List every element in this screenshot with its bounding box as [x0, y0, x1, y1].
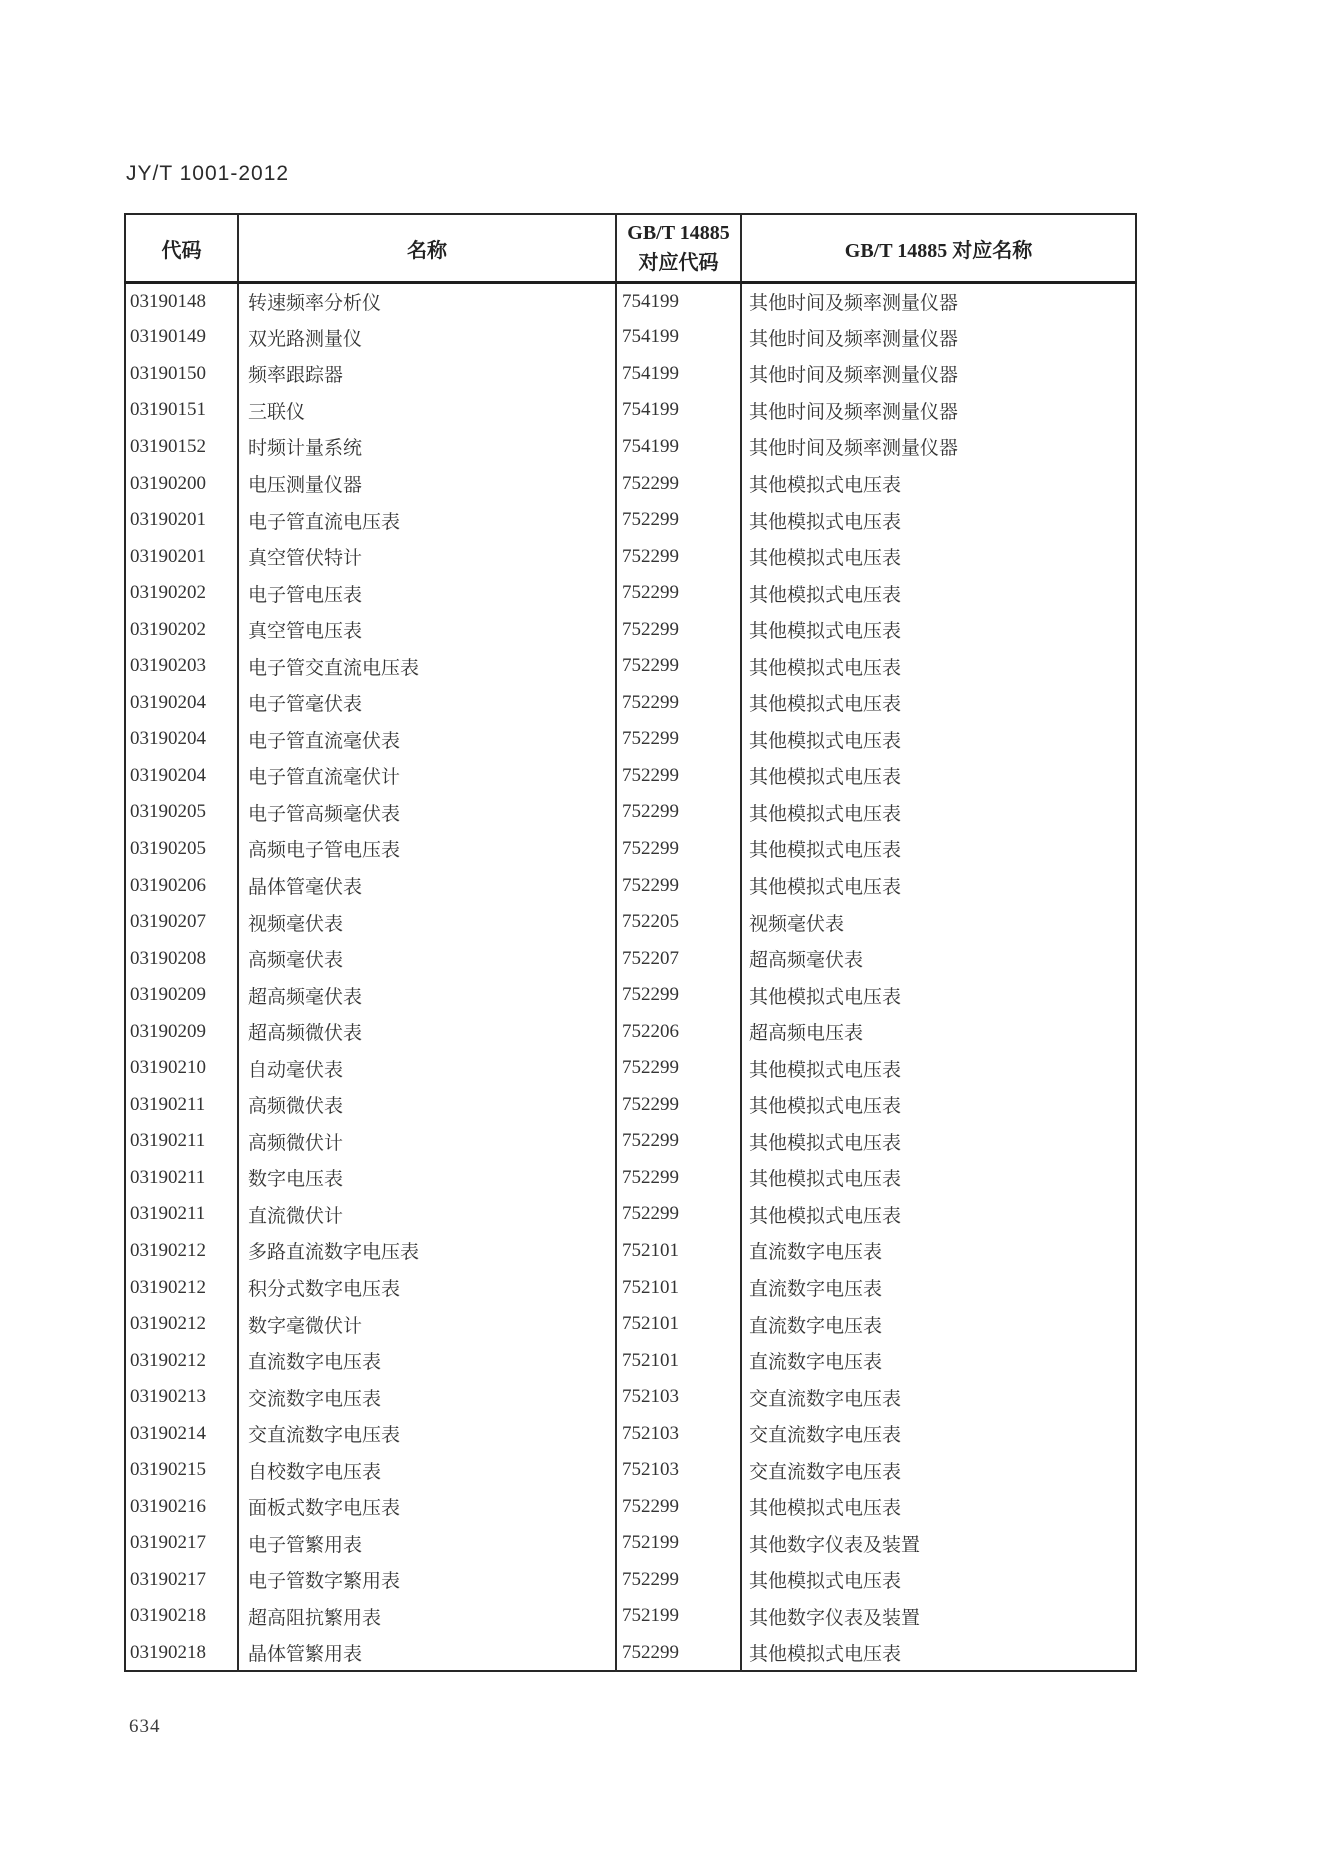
table-row	[125, 429, 1136, 466]
code-cell: 03190150	[130, 362, 206, 384]
table-row	[125, 1013, 1136, 1050]
gb-code-cell: 752299	[616, 685, 741, 722]
name-cell: 时频计量系统	[238, 429, 616, 466]
table-row	[125, 721, 1136, 758]
table-row	[125, 1635, 1136, 1672]
code-cell: 03190212	[130, 1313, 206, 1335]
code-cell: 03190213	[130, 1386, 206, 1408]
table-row	[125, 940, 1136, 977]
name-cell: 多路直流数字电压表	[238, 1233, 616, 1270]
table-row	[125, 794, 1136, 831]
gb-code-cell: 752299	[616, 1087, 741, 1124]
code-cell: 03190215	[130, 1459, 206, 1481]
name-cell: 交流数字电压表	[238, 1379, 616, 1416]
table-row	[125, 904, 1136, 941]
gb-code-cell: 754199	[616, 283, 741, 320]
table-row	[125, 1452, 1136, 1489]
gb-name-cell: 其他模拟式电压表	[741, 1635, 1136, 1672]
gb-name-cell: 交直流数字电压表	[741, 1452, 1136, 1489]
code-cell: 03190212	[130, 1239, 206, 1261]
gb-name-cell: 超高频电压表	[741, 1013, 1136, 1050]
table-row	[125, 502, 1136, 539]
header-gb-name: GB/T 14885 对应名称	[741, 214, 1136, 283]
header-gb-code	[616, 214, 741, 283]
name-cell: 电压测量仪器	[238, 465, 616, 502]
code-cell: 03190216	[130, 1495, 206, 1517]
code-cell: 03190202	[130, 618, 206, 640]
table-header	[125, 214, 1136, 283]
gb-name-cell: 其他模拟式电压表	[741, 721, 1136, 758]
gb-code-cell: 752101	[616, 1233, 741, 1270]
gb-code-cell: 752299	[616, 465, 741, 502]
name-cell: 电子管电压表	[238, 575, 616, 612]
table-row	[125, 1379, 1136, 1416]
code-cell: 03190211	[130, 1130, 206, 1152]
name-cell: 高频微伏计	[238, 1123, 616, 1160]
gb-name-cell: 其他模拟式电压表	[741, 977, 1136, 1014]
page-number: 634	[129, 1716, 161, 1737]
table-row	[125, 648, 1136, 685]
name-cell: 超高频毫伏表	[238, 977, 616, 1014]
table-row	[125, 1306, 1136, 1343]
table-row	[125, 1050, 1136, 1087]
gb-name-cell: 交直流数字电压表	[741, 1415, 1136, 1452]
code-cell: 03190151	[130, 399, 206, 421]
header-code: 代码	[125, 214, 238, 283]
name-cell: 超高频微伏表	[238, 1013, 616, 1050]
table-row	[125, 831, 1136, 868]
code-cell: 03190204	[130, 764, 206, 786]
gb-code-cell: 752299	[616, 611, 741, 648]
gb-name-cell: 其他模拟式电压表	[741, 648, 1136, 685]
name-cell: 交直流数字电压表	[238, 1415, 616, 1452]
gb-code-cell: 752299	[616, 575, 741, 612]
gb-name-cell: 超高频毫伏表	[741, 940, 1136, 977]
code-cell: 03190201	[130, 509, 206, 531]
gb-code-cell: 752299	[616, 1123, 741, 1160]
name-cell: 高频微伏表	[238, 1087, 616, 1124]
header-gb-code-line2: 对应代码	[638, 252, 719, 274]
table-row	[125, 611, 1136, 648]
gb-code-cell: 752299	[616, 648, 741, 685]
code-mapping-table	[124, 213, 1137, 1672]
table-row	[125, 685, 1136, 722]
table-row	[125, 1598, 1136, 1635]
code-cell: 03190218	[130, 1641, 206, 1663]
name-cell: 双光路测量仪	[238, 319, 616, 356]
code-cell: 03190217	[130, 1532, 206, 1554]
gb-name-cell: 直流数字电压表	[741, 1306, 1136, 1343]
code-cell: 03190208	[130, 947, 206, 969]
gb-name-cell: 直流数字电压表	[741, 1342, 1136, 1379]
code-cell: 03190205	[130, 837, 206, 859]
code-cell: 03190210	[130, 1057, 206, 1079]
table-row	[125, 867, 1136, 904]
gb-name-cell: 直流数字电压表	[741, 1233, 1136, 1270]
gb-code-cell: 754199	[616, 319, 741, 356]
table-body	[125, 283, 1136, 1672]
gb-name-cell: 其他模拟式电压表	[741, 794, 1136, 831]
header-gb-code-line1: GB/T 14885	[627, 222, 730, 244]
doc-number: JY/T 1001-2012	[126, 162, 290, 185]
table-row	[125, 1415, 1136, 1452]
gb-name-cell: 其他时间及频率测量仪器	[741, 319, 1136, 356]
gb-name-cell: 其他模拟式电压表	[741, 611, 1136, 648]
gb-code-cell: 752299	[616, 502, 741, 539]
gb-code-cell: 752199	[616, 1598, 741, 1635]
code-cell: 03190204	[130, 691, 206, 713]
code-cell: 03190148	[130, 290, 206, 312]
table-row	[125, 1233, 1136, 1270]
gb-code-cell: 752299	[616, 867, 741, 904]
gb-code-cell: 752101	[616, 1306, 741, 1343]
gb-name-cell: 直流数字电压表	[741, 1269, 1136, 1306]
table-row	[125, 1196, 1136, 1233]
table-row	[125, 1342, 1136, 1379]
name-cell: 自动毫伏表	[238, 1050, 616, 1087]
header-name: 名称	[238, 214, 616, 283]
table-row	[125, 356, 1136, 393]
name-cell: 三联仪	[238, 392, 616, 429]
gb-name-cell: 其他模拟式电压表	[741, 867, 1136, 904]
name-cell: 电子管直流电压表	[238, 502, 616, 539]
name-cell: 电子管数字繁用表	[238, 1562, 616, 1599]
name-cell: 电子管繁用表	[238, 1525, 616, 1562]
gb-name-cell: 其他模拟式电压表	[741, 465, 1136, 502]
name-cell: 电子管交直流电压表	[238, 648, 616, 685]
name-cell: 数字毫微伏计	[238, 1306, 616, 1343]
gb-code-cell: 752299	[616, 721, 741, 758]
gb-name-cell: 其他时间及频率测量仪器	[741, 356, 1136, 393]
code-cell: 03190204	[130, 728, 206, 750]
name-cell: 数字电压表	[238, 1160, 616, 1197]
code-cell: 03190203	[130, 655, 206, 677]
code-cell: 03190209	[130, 984, 206, 1006]
name-cell: 自校数字电压表	[238, 1452, 616, 1489]
code-cell: 03190152	[130, 435, 206, 457]
table-row	[125, 1525, 1136, 1562]
table-row	[125, 1489, 1136, 1526]
table-row	[125, 465, 1136, 502]
name-cell: 频率跟踪器	[238, 356, 616, 393]
gb-name-cell: 其他模拟式电压表	[741, 831, 1136, 868]
name-cell: 超高阻抗繁用表	[238, 1598, 616, 1635]
gb-code-cell: 752101	[616, 1269, 741, 1306]
code-cell: 03190207	[130, 911, 206, 933]
gb-name-cell: 其他模拟式电压表	[741, 758, 1136, 795]
name-cell: 真空管伏特计	[238, 538, 616, 575]
gb-name-cell: 其他模拟式电压表	[741, 1562, 1136, 1599]
gb-code-cell: 752299	[616, 758, 741, 795]
name-cell: 电子管高频毫伏表	[238, 794, 616, 831]
code-cell: 03190218	[130, 1605, 206, 1627]
name-cell: 晶体管繁用表	[238, 1635, 616, 1672]
name-cell: 视频毫伏表	[238, 904, 616, 941]
table-row	[125, 1562, 1136, 1599]
gb-code-cell: 752299	[616, 831, 741, 868]
gb-code-cell: 752299	[616, 1635, 741, 1672]
gb-name-cell: 其他模拟式电压表	[741, 1196, 1136, 1233]
gb-code-cell: 752103	[616, 1415, 741, 1452]
table-row	[125, 1123, 1136, 1160]
gb-code-cell: 752299	[616, 1489, 741, 1526]
table-row	[125, 283, 1136, 320]
gb-name-cell: 视频毫伏表	[741, 904, 1136, 941]
gb-code-cell: 752299	[616, 1160, 741, 1197]
gb-name-cell: 其他数字仪表及装置	[741, 1525, 1136, 1562]
table-row	[125, 1269, 1136, 1306]
gb-code-cell: 752103	[616, 1452, 741, 1489]
gb-code-cell: 752299	[616, 1562, 741, 1599]
name-cell: 晶体管毫伏表	[238, 867, 616, 904]
name-cell: 电子管直流毫伏计	[238, 758, 616, 795]
name-cell: 直流数字电压表	[238, 1342, 616, 1379]
gb-code-cell: 754199	[616, 429, 741, 466]
table-row	[125, 392, 1136, 429]
name-cell: 高频毫伏表	[238, 940, 616, 977]
gb-code-cell: 752207	[616, 940, 741, 977]
code-cell: 03190202	[130, 582, 206, 604]
code-cell: 03190206	[130, 874, 206, 896]
name-cell: 转速频率分析仪	[238, 283, 616, 320]
gb-name-cell: 其他模拟式电压表	[741, 575, 1136, 612]
name-cell: 面板式数字电压表	[238, 1489, 616, 1526]
gb-code-cell: 752199	[616, 1525, 741, 1562]
table-row	[125, 1087, 1136, 1124]
code-cell: 03190212	[130, 1276, 206, 1298]
gb-name-cell: 其他模拟式电压表	[741, 1489, 1136, 1526]
gb-code-cell: 752299	[616, 538, 741, 575]
gb-name-cell: 其他模拟式电压表	[741, 1050, 1136, 1087]
gb-code-cell: 752206	[616, 1013, 741, 1050]
gb-name-cell: 其他模拟式电压表	[741, 1160, 1136, 1197]
gb-code-cell: 752299	[616, 977, 741, 1014]
gb-name-cell: 其他模拟式电压表	[741, 1087, 1136, 1124]
gb-name-cell: 交直流数字电压表	[741, 1379, 1136, 1416]
code-cell: 03190212	[130, 1349, 206, 1371]
gb-code-cell: 754199	[616, 356, 741, 393]
gb-name-cell: 其他模拟式电压表	[741, 538, 1136, 575]
gb-code-cell: 752103	[616, 1379, 741, 1416]
table-row	[125, 758, 1136, 795]
gb-name-cell: 其他时间及频率测量仪器	[741, 429, 1136, 466]
name-cell: 真空管电压表	[238, 611, 616, 648]
gb-name-cell: 其他数字仪表及装置	[741, 1598, 1136, 1635]
table-row	[125, 977, 1136, 1014]
gb-name-cell: 其他时间及频率测量仪器	[741, 392, 1136, 429]
code-cell: 03190211	[130, 1203, 206, 1225]
code-cell: 03190214	[130, 1422, 206, 1444]
table-row	[125, 1160, 1136, 1197]
code-cell: 03190205	[130, 801, 206, 823]
gb-code-cell: 752299	[616, 1196, 741, 1233]
gb-code-cell: 752299	[616, 1050, 741, 1087]
code-cell: 03190201	[130, 545, 206, 567]
table-row	[125, 538, 1136, 575]
name-cell: 电子管毫伏表	[238, 685, 616, 722]
name-cell: 积分式数字电压表	[238, 1269, 616, 1306]
gb-code-cell: 752205	[616, 904, 741, 941]
code-cell: 03190211	[130, 1166, 206, 1188]
code-cell: 03190217	[130, 1568, 206, 1590]
gb-name-cell: 其他时间及频率测量仪器	[741, 283, 1136, 320]
gb-name-cell: 其他模拟式电压表	[741, 1123, 1136, 1160]
gb-name-cell: 其他模拟式电压表	[741, 502, 1136, 539]
table-row	[125, 319, 1136, 356]
table-header-row	[125, 214, 1136, 283]
code-cell: 03190200	[130, 472, 206, 494]
gb-code-cell: 752299	[616, 794, 741, 831]
name-cell: 电子管直流毫伏表	[238, 721, 616, 758]
name-cell: 高频电子管电压表	[238, 831, 616, 868]
code-cell: 03190209	[130, 1020, 206, 1042]
gb-code-cell: 752101	[616, 1342, 741, 1379]
code-cell: 03190211	[130, 1093, 206, 1115]
gb-code-cell: 754199	[616, 392, 741, 429]
gb-name-cell: 其他模拟式电压表	[741, 685, 1136, 722]
code-cell: 03190149	[130, 326, 206, 348]
table-row	[125, 575, 1136, 612]
name-cell: 直流微伏计	[238, 1196, 616, 1233]
